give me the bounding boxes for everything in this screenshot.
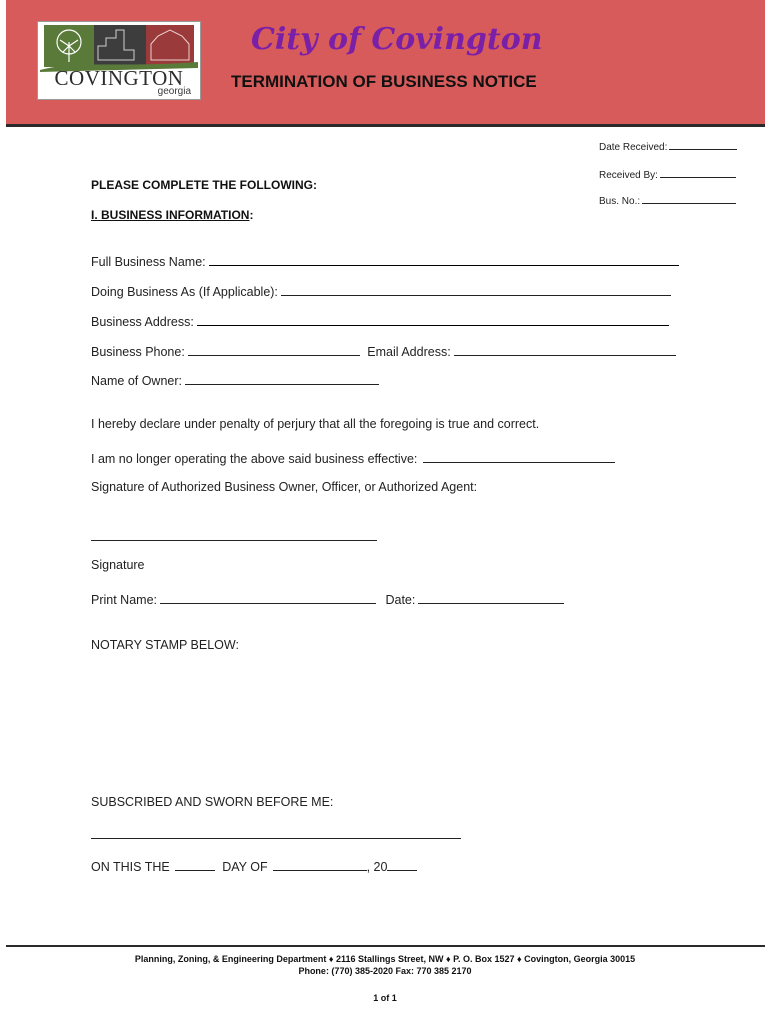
footer-department: Planning, Zoning, & Engineering Department	[134, 954, 327, 964]
on-this-the-label: ON THIS THE	[91, 860, 170, 874]
business-address-input[interactable]	[197, 313, 669, 326]
dba-label: Doing Business As (If Applicable):	[91, 285, 278, 299]
business-address-field[interactable]	[91, 313, 669, 329]
email-address-input[interactable]	[454, 343, 676, 356]
dba-field[interactable]	[91, 283, 671, 299]
received-by-line[interactable]	[660, 167, 736, 178]
signature-input-line[interactable]	[91, 528, 377, 541]
phone-email-row	[91, 343, 676, 359]
date-label: Date:	[385, 593, 416, 607]
print-name-input[interactable]	[160, 591, 376, 604]
signature-label: Signature	[91, 558, 145, 572]
business-address-label: Business Address:	[91, 315, 194, 329]
owner-name-label: Name of Owner:	[91, 374, 183, 388]
print-name-label: Print Name:	[91, 593, 157, 607]
footer-city: Covington, Georgia 30015	[524, 954, 636, 964]
footer-phone-fax: Phone: (770) 385-2020 Fax: 770 385 2170	[298, 966, 472, 976]
footer-separator-icon: ♦	[328, 954, 334, 964]
footer-po-box: P. O. Box 1527	[453, 954, 515, 964]
date-received-field[interactable]	[599, 139, 737, 153]
subscribed-sworn-label: SUBSCRIBED AND SWORN BEFORE ME:	[91, 795, 334, 809]
day-of-label: DAY OF	[222, 860, 268, 874]
effective-date-field[interactable]	[91, 450, 615, 466]
bus-no-field[interactable]	[599, 193, 736, 207]
footer-street: 2116 Stallings Street, NW	[335, 954, 444, 964]
bus-no-label: Bus. No.:	[599, 196, 641, 207]
owner-name-field[interactable]	[91, 372, 379, 388]
document-title: TERMINATION OF BUSINESS NOTICE	[231, 72, 537, 91]
year-input[interactable]	[387, 858, 417, 871]
business-phone-label: Business Phone:	[91, 345, 185, 359]
print-name-date-row	[91, 591, 564, 607]
footer-separator-icon: ♦	[446, 954, 451, 964]
header-banner	[6, 0, 765, 127]
date-received-label: Date Received:	[599, 142, 668, 153]
footer-address	[0, 954, 770, 964]
signature-prompt: Signature of Authorized Business Owner, Officer, or Authorized Agent:	[91, 480, 478, 494]
page-number: 1 of 1	[373, 993, 397, 1003]
notary-stamp-label: NOTARY STAMP BELOW:	[91, 638, 239, 652]
section-heading	[91, 208, 253, 222]
sworn-date-row	[91, 858, 417, 874]
section-title: I. BUSINESS INFORMATION	[91, 208, 250, 222]
full-business-name-input[interactable]	[209, 253, 679, 266]
full-business-name-field[interactable]	[91, 253, 679, 269]
logo-wordmark: COVINGTON	[54, 66, 184, 90]
email-address-label: Email Address:	[367, 345, 451, 359]
year-prefix: , 20	[366, 860, 388, 874]
received-by-field[interactable]	[599, 167, 736, 181]
date-received-line[interactable]	[669, 139, 737, 150]
full-business-name-label: Full Business Name:	[91, 255, 206, 269]
effective-date-label: I am no longer operating the above said business effective:	[91, 452, 418, 466]
covington-logo	[37, 21, 201, 100]
section-colon: :	[249, 208, 254, 222]
received-by-label: Received By:	[599, 170, 658, 181]
dba-input[interactable]	[281, 283, 671, 296]
day-input[interactable]	[175, 858, 215, 871]
notary-signature-row[interactable]	[91, 826, 461, 842]
city-title: City of Covington	[251, 22, 543, 57]
signature-line-row[interactable]	[91, 528, 377, 544]
date-input[interactable]	[418, 591, 564, 604]
owner-name-input[interactable]	[185, 372, 379, 385]
business-phone-input[interactable]	[188, 343, 360, 356]
month-input[interactable]	[273, 858, 367, 871]
footer-separator-icon: ♦	[517, 954, 522, 964]
logo-subtitle: georgia	[157, 86, 191, 97]
declaration-text: I hereby declare under penalty of perjury that all the foregoing is true and correct.	[91, 417, 540, 431]
instructions-heading: PLEASE COMPLETE THE FOLLOWING:	[91, 178, 317, 192]
effective-date-input[interactable]	[423, 450, 615, 463]
footer-divider	[6, 945, 765, 947]
notary-signature-line[interactable]	[91, 826, 461, 839]
bus-no-line[interactable]	[642, 193, 736, 204]
